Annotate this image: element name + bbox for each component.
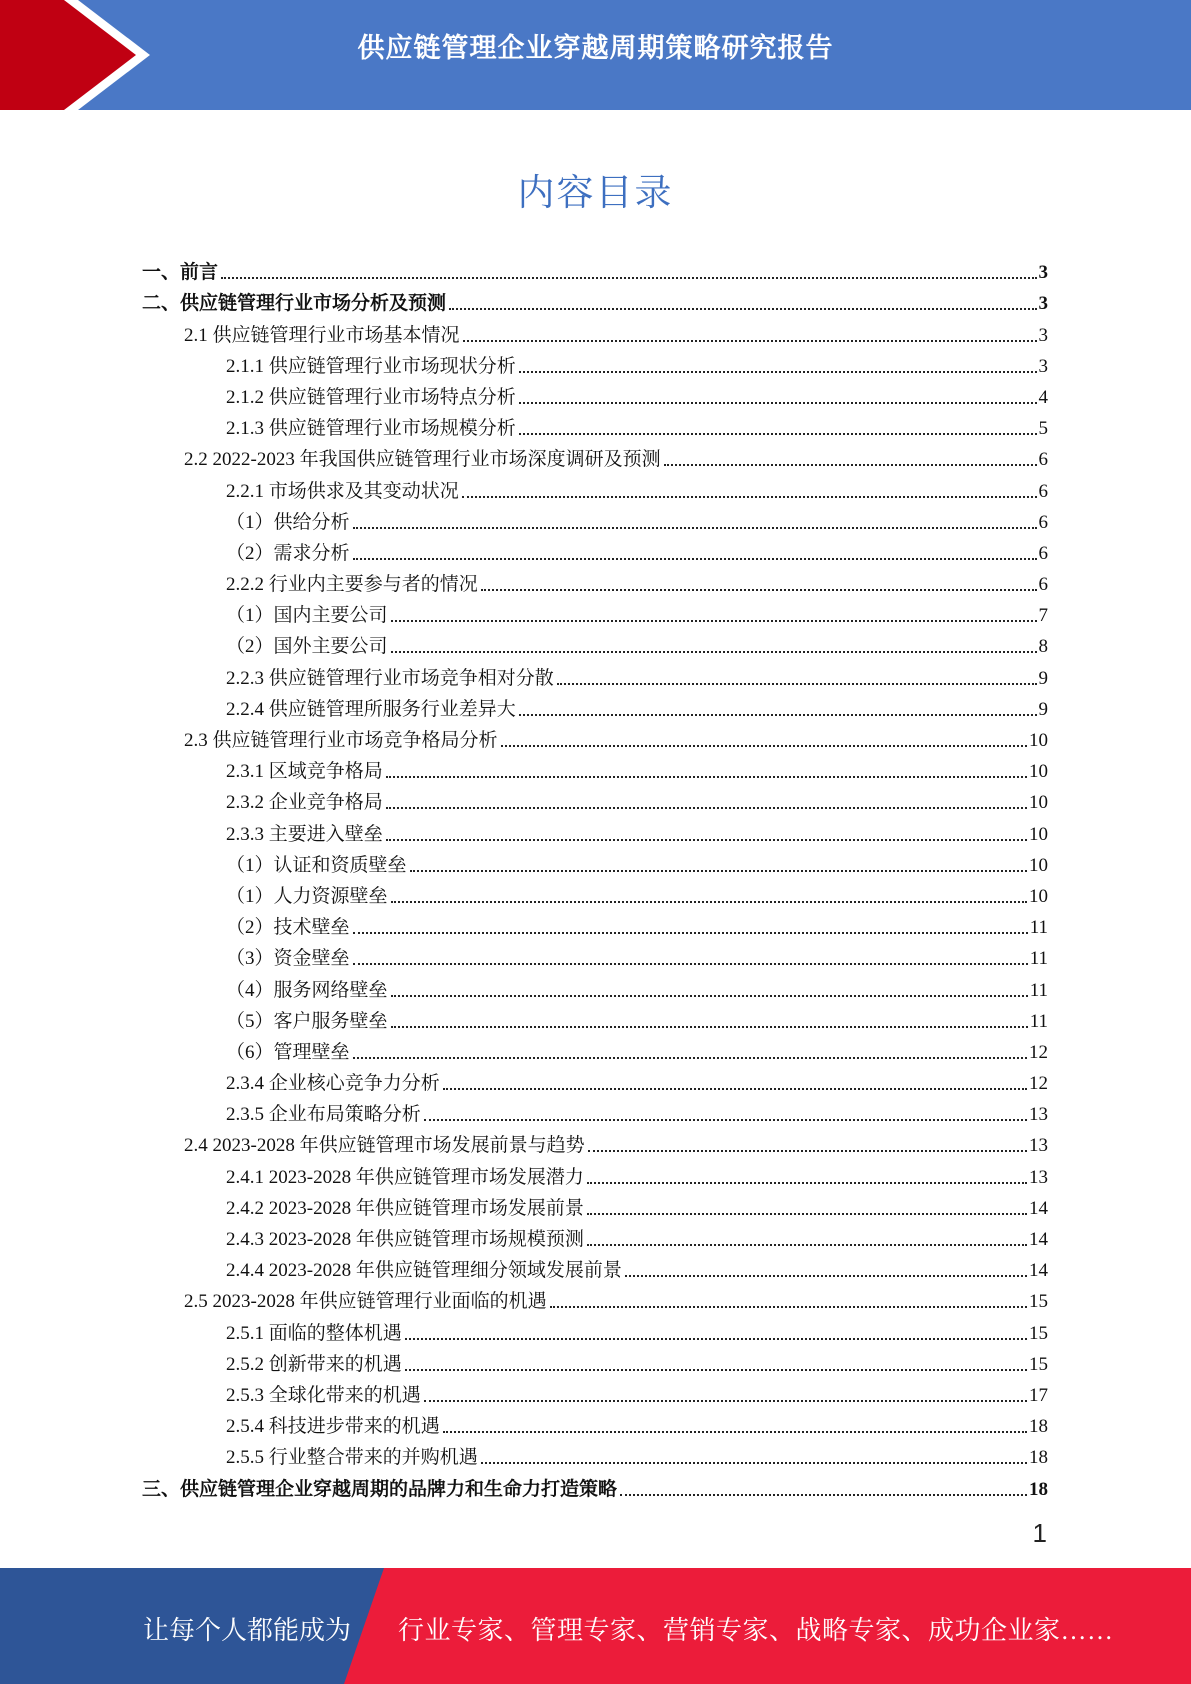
toc-leader-dots [664, 463, 1037, 466]
toc-entry[interactable] [142, 1126, 1048, 1157]
toc-entry-label: （1）认证和资质壁垒 [226, 854, 407, 876]
toc-entry-label: 2.4.1 2023-2028 年供应链管理市场发展潜力 [226, 1166, 584, 1188]
toc-entry-label: 2.4 2023-2028 年供应链管理市场发展前景与趋势 [184, 1135, 585, 1157]
toc-entry-page: 11 [1029, 948, 1048, 970]
toc-entry[interactable] [142, 1438, 1048, 1469]
toc-entry-label: （4）服务网络壁垒 [226, 979, 388, 1001]
toc-entry[interactable] [142, 846, 1048, 877]
toc-leader-dots [221, 276, 1036, 279]
toc-entry-page: 9 [1038, 698, 1048, 720]
toc-leader-dots [353, 931, 1028, 934]
toc-entry-label: （1）国内主要公司 [226, 605, 388, 627]
toc-entry[interactable] [142, 627, 1048, 658]
toc-leader-dots [353, 557, 1037, 560]
toc-entry[interactable] [142, 284, 1048, 315]
toc-leader-dots [391, 900, 1027, 903]
toc-entry-label: 2.5 2023-2028 年供应链管理行业面临的机遇 [184, 1291, 547, 1313]
toc-leader-dots [625, 1274, 1027, 1277]
toc-entry-label: 2.3.1 区域竞争格局 [226, 761, 383, 783]
toc-entry[interactable] [142, 534, 1048, 565]
toc-leader-dots [550, 1305, 1027, 1308]
toc-entry-label: （2）技术壁垒 [226, 917, 350, 939]
page-footer [0, 1568, 1191, 1684]
toc-entry-label: 2.4.3 2023-2028 年供应链管理市场规模预测 [226, 1229, 584, 1250]
toc-leader-dots [424, 1118, 1027, 1121]
table-of-contents [142, 253, 1048, 1501]
header-title: 供应链管理企业穿越周期策略研究报告 [357, 33, 834, 63]
toc-entry-page: 15 [1029, 1291, 1048, 1313]
toc-entry-label: （1）人力资源壁垒 [226, 885, 388, 907]
toc-entry-label: 2.1.3 供应链管理行业市场规模分析 [226, 418, 516, 440]
toc-leader-dots [386, 775, 1027, 778]
toc-entry-page: 18 [1029, 1416, 1048, 1438]
toc-leader-dots [449, 307, 1036, 310]
toc-leader-dots [620, 1493, 1027, 1496]
toc-entry[interactable] [142, 1220, 1048, 1251]
toc-entry-label: 2.2.3 供应链管理行业市场竞争相对分散 [226, 667, 554, 689]
toc-entry-page: 12 [1029, 1041, 1048, 1063]
toc-entry-label: 2.1.2 供应链管理行业市场特点分析 [226, 386, 516, 408]
toc-entry[interactable] [142, 471, 1048, 502]
toc-entry[interactable] [142, 1095, 1048, 1126]
footer-roles: 行业专家、管理专家、营销专家、战略专家、成功企业家…… [398, 1616, 1114, 1645]
toc-entry[interactable] [142, 752, 1048, 783]
toc-leader-dots [353, 526, 1037, 529]
toc-entry-page: 13 [1029, 1135, 1048, 1157]
toc-entry-page: 6 [1038, 574, 1048, 596]
toc-entry[interactable] [142, 783, 1048, 814]
toc-entry-page: 14 [1029, 1197, 1048, 1219]
toc-entry-label: 2.1.1 供应链管理行业市场现状分析 [226, 355, 516, 377]
toc-entry-label: 2.5.3 全球化带来的机遇 [226, 1384, 421, 1406]
toc-entry-page: 10 [1029, 792, 1048, 814]
toc-entry-page: 14 [1029, 1260, 1048, 1282]
toc-entry-page: 8 [1038, 636, 1048, 658]
toc-leader-dots [391, 1025, 1028, 1028]
toc-leader-dots [587, 1212, 1027, 1215]
toc-entry[interactable] [142, 1345, 1048, 1376]
toc-entry-page: 10 [1029, 823, 1048, 845]
toc-leader-dots [463, 339, 1037, 342]
toc-entry[interactable] [142, 814, 1048, 845]
toc-title: 内容目录 [517, 173, 674, 214]
toc-entry-label: 2.5.5 行业整合带来的并购机遇 [226, 1447, 478, 1469]
toc-leader-dots [353, 962, 1028, 965]
page-number: 1 [1032, 1518, 1047, 1548]
toc-entry-page: 9 [1038, 667, 1048, 689]
toc-entry-page: 3 [1038, 262, 1048, 284]
toc-leader-dots [587, 1181, 1027, 1184]
toc-entry-label: 二、供应链管理行业市场分析及预测 [142, 293, 447, 315]
toc-entry-page: 18 [1029, 1478, 1048, 1500]
toc-entry-page: 15 [1029, 1322, 1048, 1344]
toc-leader-dots [519, 432, 1037, 435]
toc-leader-dots [405, 1337, 1027, 1340]
toc-entry-page: 18 [1029, 1447, 1048, 1469]
toc-entry[interactable] [142, 658, 1048, 689]
toc-entry[interactable] [142, 378, 1048, 409]
toc-entry[interactable] [142, 1002, 1048, 1033]
toc-entry-page: 6 [1038, 480, 1048, 502]
toc-entry-page: 10 [1029, 854, 1048, 876]
toc-entry-label: 2.5.2 创新带来的机遇 [226, 1353, 402, 1375]
toc-entry[interactable] [142, 1282, 1048, 1313]
toc-entry-page: 11 [1029, 917, 1048, 939]
toc-entry[interactable] [142, 1033, 1048, 1064]
toc-leader-dots [405, 1368, 1027, 1371]
toc-entry[interactable] [142, 503, 1048, 534]
toc-leader-dots [462, 495, 1037, 498]
toc-leader-dots [443, 1087, 1027, 1090]
toc-entry-label: 2.5.1 面临的整体机遇 [226, 1322, 402, 1344]
toc-entry[interactable] [142, 970, 1048, 1001]
toc-entry[interactable] [142, 253, 1048, 284]
toc-leader-dots [481, 1461, 1027, 1464]
toc-entry-page: 13 [1029, 1166, 1048, 1188]
toc-entry[interactable] [142, 1313, 1048, 1344]
toc-entry[interactable] [142, 1469, 1048, 1500]
toc-entry-page: 17 [1029, 1384, 1048, 1406]
toc-entry[interactable] [142, 409, 1048, 440]
toc-leader-dots [386, 838, 1027, 841]
toc-entry-page: 5 [1038, 418, 1048, 440]
toc-entry-label: 2.4.2 2023-2028 年供应链管理市场发展前景 [226, 1197, 584, 1219]
toc-leader-dots [443, 1430, 1027, 1433]
toc-entry[interactable] [142, 939, 1048, 970]
toc-entry-page: 4 [1038, 386, 1048, 408]
toc-leader-dots [386, 806, 1027, 809]
toc-entry-label: （3）资金壁垒 [226, 948, 350, 970]
footer-slogan: 让每个人都能成为 [143, 1616, 352, 1645]
toc-entry[interactable] [142, 596, 1048, 627]
toc-entry-page: 15 [1029, 1353, 1048, 1375]
toc-entry[interactable] [142, 908, 1048, 939]
toc-leader-dots [481, 588, 1037, 591]
toc-entry-label: 三、供应链管理企业穿越周期的品牌力和生命力打造策略 [142, 1478, 618, 1500]
toc-entry-label: （5）客户服务壁垒 [226, 1010, 388, 1032]
toc-entry-page: 11 [1029, 1010, 1048, 1032]
toc-entry[interactable] [142, 1407, 1048, 1438]
toc-entry-label: 2.2.1 市场供求及其变动状况 [226, 480, 459, 502]
toc-entry-page: 14 [1029, 1229, 1048, 1250]
toc-entry[interactable] [142, 440, 1048, 471]
toc-entry-page: 10 [1029, 730, 1048, 751]
toc-entry-label: 2.2 2022-2023 年我国供应链管理行业市场深度调研及预测 [184, 449, 661, 471]
toc-entry-label: （6）管理壁垒 [226, 1041, 350, 1063]
toc-entry[interactable] [142, 347, 1048, 378]
toc-leader-dots [391, 650, 1037, 653]
toc-entry-page: 3 [1038, 355, 1048, 377]
toc-entry-page: 7 [1038, 605, 1048, 627]
toc-leader-dots [519, 370, 1037, 373]
toc-entry-page: 6 [1038, 542, 1048, 564]
toc-entry-label: 2.4.4 2023-2028 年供应链管理细分领域发展前景 [226, 1260, 622, 1282]
toc-entry-label: 2.3 供应链管理行业市场竞争格局分析 [184, 730, 498, 751]
toc-entry-label: （2）国外主要公司 [226, 636, 388, 658]
toc-entry[interactable] [142, 877, 1048, 908]
toc-leader-dots [391, 619, 1037, 622]
toc-entry-label: 2.2.4 供应链管理所服务行业差异大 [226, 698, 516, 720]
toc-entry-label: 2.3.2 企业竞争格局 [226, 792, 383, 814]
toc-leader-dots [410, 869, 1027, 872]
toc-leader-dots [353, 1056, 1027, 1059]
toc-entry-label: 2.3.5 企业布局策略分析 [226, 1104, 421, 1126]
toc-entry-page: 12 [1029, 1073, 1048, 1095]
toc-entry-label: 一、前言 [142, 262, 219, 284]
toc-entry[interactable] [142, 315, 1048, 346]
toc-leader-dots [519, 401, 1037, 404]
toc-leader-dots [391, 994, 1028, 997]
toc-entry[interactable] [142, 690, 1048, 721]
toc-entry-page: 10 [1029, 761, 1048, 783]
toc-entry-page: 10 [1029, 885, 1048, 907]
toc-entry-label: 2.1 供应链管理行业市场基本情况 [184, 324, 460, 346]
toc-leader-dots [424, 1399, 1027, 1402]
toc-entry[interactable] [142, 1064, 1048, 1095]
toc-entry[interactable] [142, 1376, 1048, 1407]
toc-entry[interactable] [142, 1189, 1048, 1220]
page-header [0, 0, 1191, 110]
toc-entry[interactable] [142, 1157, 1048, 1188]
toc-entry-page: 6 [1038, 511, 1048, 533]
toc-entry-label: （2）需求分析 [226, 542, 350, 564]
toc-entry-label: 2.3.4 企业核心竞争力分析 [226, 1073, 440, 1095]
toc-entry[interactable] [142, 565, 1048, 596]
toc-entry-page: 6 [1038, 449, 1048, 471]
toc-entry[interactable] [142, 1251, 1048, 1282]
toc-leader-dots [588, 1149, 1027, 1152]
toc-leader-dots [501, 744, 1027, 747]
toc-entry[interactable] [142, 721, 1048, 752]
toc-entry-label: 2.5.4 科技进步带来的机遇 [226, 1416, 440, 1438]
toc-leader-dots [557, 682, 1037, 685]
toc-entry-label: （1）供给分析 [226, 511, 350, 533]
toc-entry-page: 3 [1038, 293, 1048, 315]
toc-entry-label: 2.2.2 行业内主要参与者的情况 [226, 574, 478, 596]
toc-entry-label: 2.3.3 主要进入壁垒 [226, 823, 383, 845]
toc-entry-page: 3 [1038, 324, 1048, 346]
toc-entry-page: 13 [1029, 1104, 1048, 1126]
toc-entry-page: 11 [1029, 979, 1048, 1001]
toc-leader-dots [587, 1243, 1027, 1246]
toc-leader-dots [519, 713, 1037, 716]
